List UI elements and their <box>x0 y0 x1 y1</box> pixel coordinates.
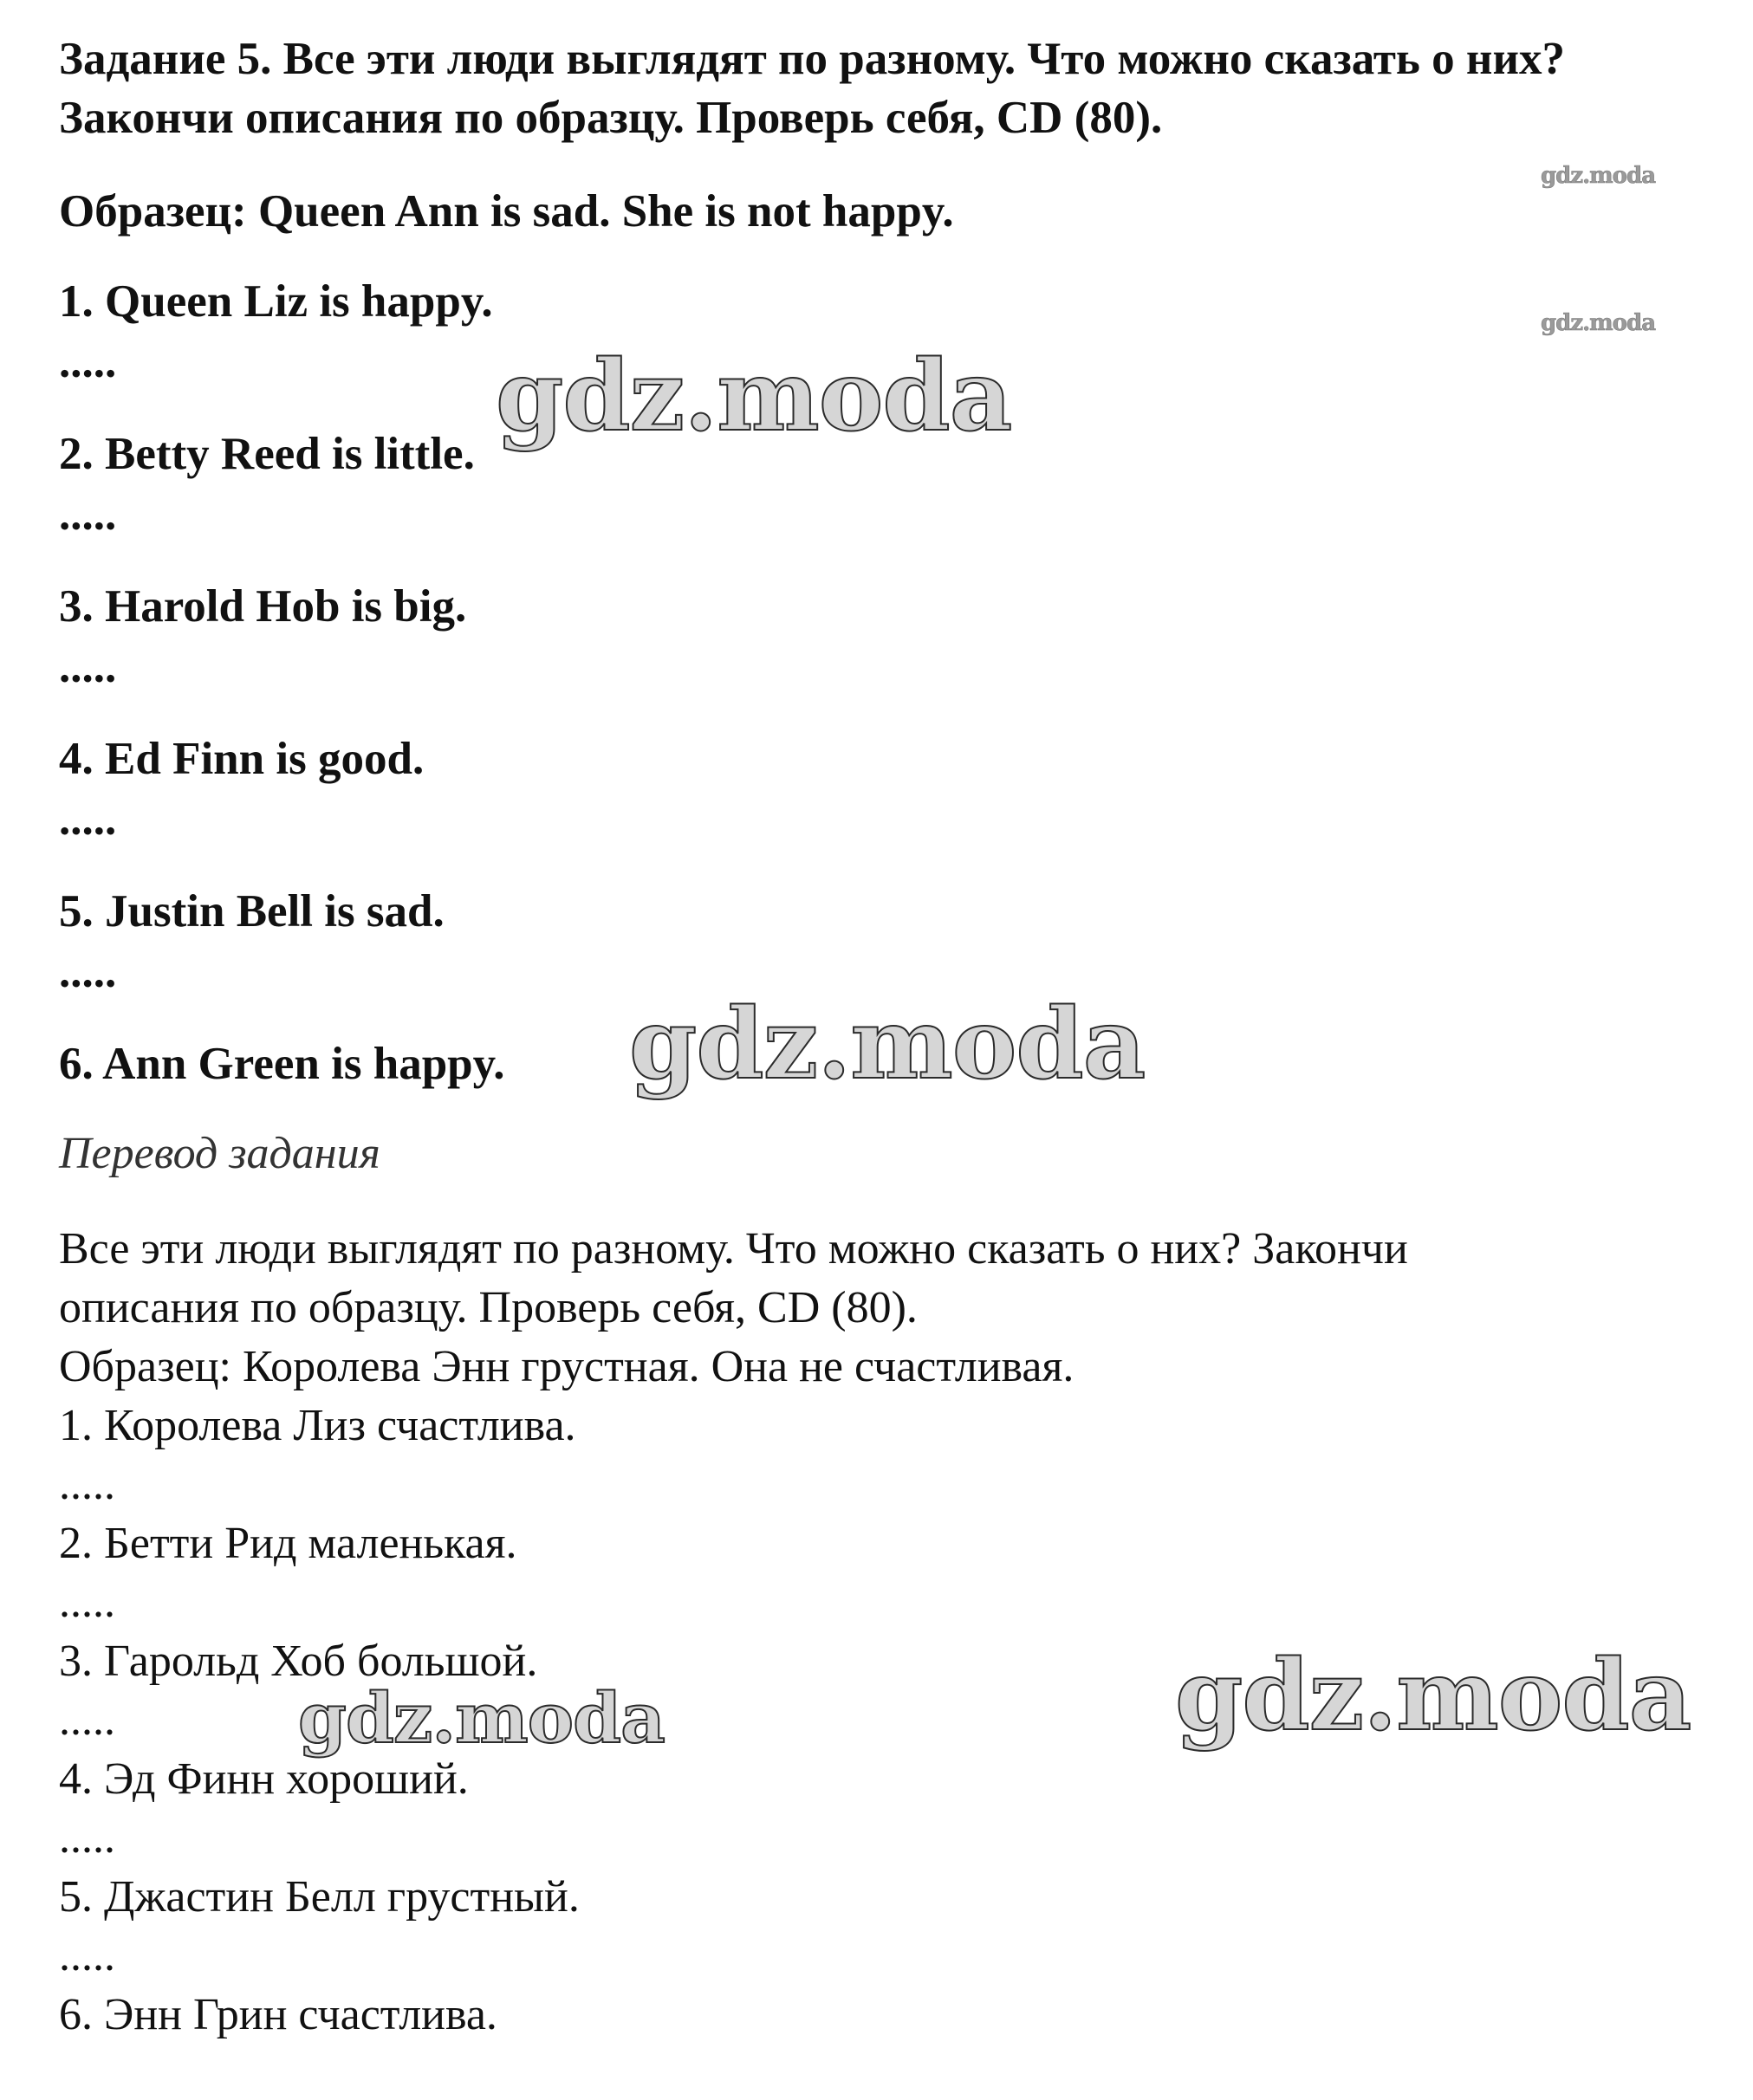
task-title-line-1: Задание 5. Все эти люди выглядят по разному. Что можно сказать о них? <box>59 34 1566 84</box>
task-title-line-2: Закончи описания по образцу. Проверь себя, CD (80). <box>59 93 1163 143</box>
translation-item-4: 4. Эд Финн хороший. <box>59 1754 469 1804</box>
translation-item-1: 1. Королева Лиз счастлива. <box>59 1401 576 1450</box>
translation-item-3: 3. Гарольд Хоб большой. <box>59 1637 538 1686</box>
task-item-3: 3. Harold Hob is big. <box>59 581 467 632</box>
watermark-large-2: gdz.moda <box>629 988 1146 1101</box>
translation-item-5-blank: ..... <box>59 1931 115 1980</box>
translation-sample: Образец: Королева Энн грустная. Она не счастливая. <box>59 1342 1075 1391</box>
task-item-4: 4. Ed Finn is good. <box>59 734 425 784</box>
translation-item-2: 2. Бетти Рид маленькая. <box>59 1519 517 1568</box>
task-sample: Образец: Queen Ann is sad. She is not happy. <box>59 186 954 237</box>
watermark-large-1: gdz.moda <box>496 340 1012 453</box>
task-item-2: 2. Betty Reed is little. <box>59 429 475 479</box>
task-item-3-blank: ..... <box>59 642 117 692</box>
translation-item-5: 5. Джастин Белл грустный. <box>59 1872 580 1922</box>
task-item-2-blank: ..... <box>59 489 117 540</box>
watermark-small-2: gdz.moda <box>1541 310 1656 336</box>
translation-line-2: описания по образцу. Проверь себя, CD (80). <box>59 1283 918 1332</box>
task-item-5-blank: ..... <box>59 947 117 997</box>
translation-item-1-blank: ..... <box>59 1460 115 1509</box>
translation-item-4-blank: ..... <box>59 1813 115 1863</box>
watermark-medium: gdz.moda <box>298 1677 665 1759</box>
watermark-large-3: gdz.moda <box>1175 1639 1691 1753</box>
translation-item-3-blank: ..... <box>59 1695 115 1745</box>
task-item-6: 6. Ann Green is happy. <box>59 1039 505 1089</box>
task-item-5: 5. Justin Bell is sad. <box>59 886 445 937</box>
watermark-small-1: gdz.moda <box>1541 163 1656 189</box>
task-item-1-blank: ..... <box>59 337 117 387</box>
translation-item-2-blank: ..... <box>59 1578 115 1627</box>
task-item-1: 1. Queen Liz is happy. <box>59 276 493 327</box>
translation-line-1: Все эти люди выглядят по разному. Что можно сказать о них? Закончи <box>59 1224 1408 1274</box>
translation-heading: Перевод задания <box>59 1129 380 1178</box>
translation-item-6: 6. Энн Грин счастлива. <box>59 1990 497 2039</box>
task-item-4-blank: ..... <box>59 794 117 845</box>
